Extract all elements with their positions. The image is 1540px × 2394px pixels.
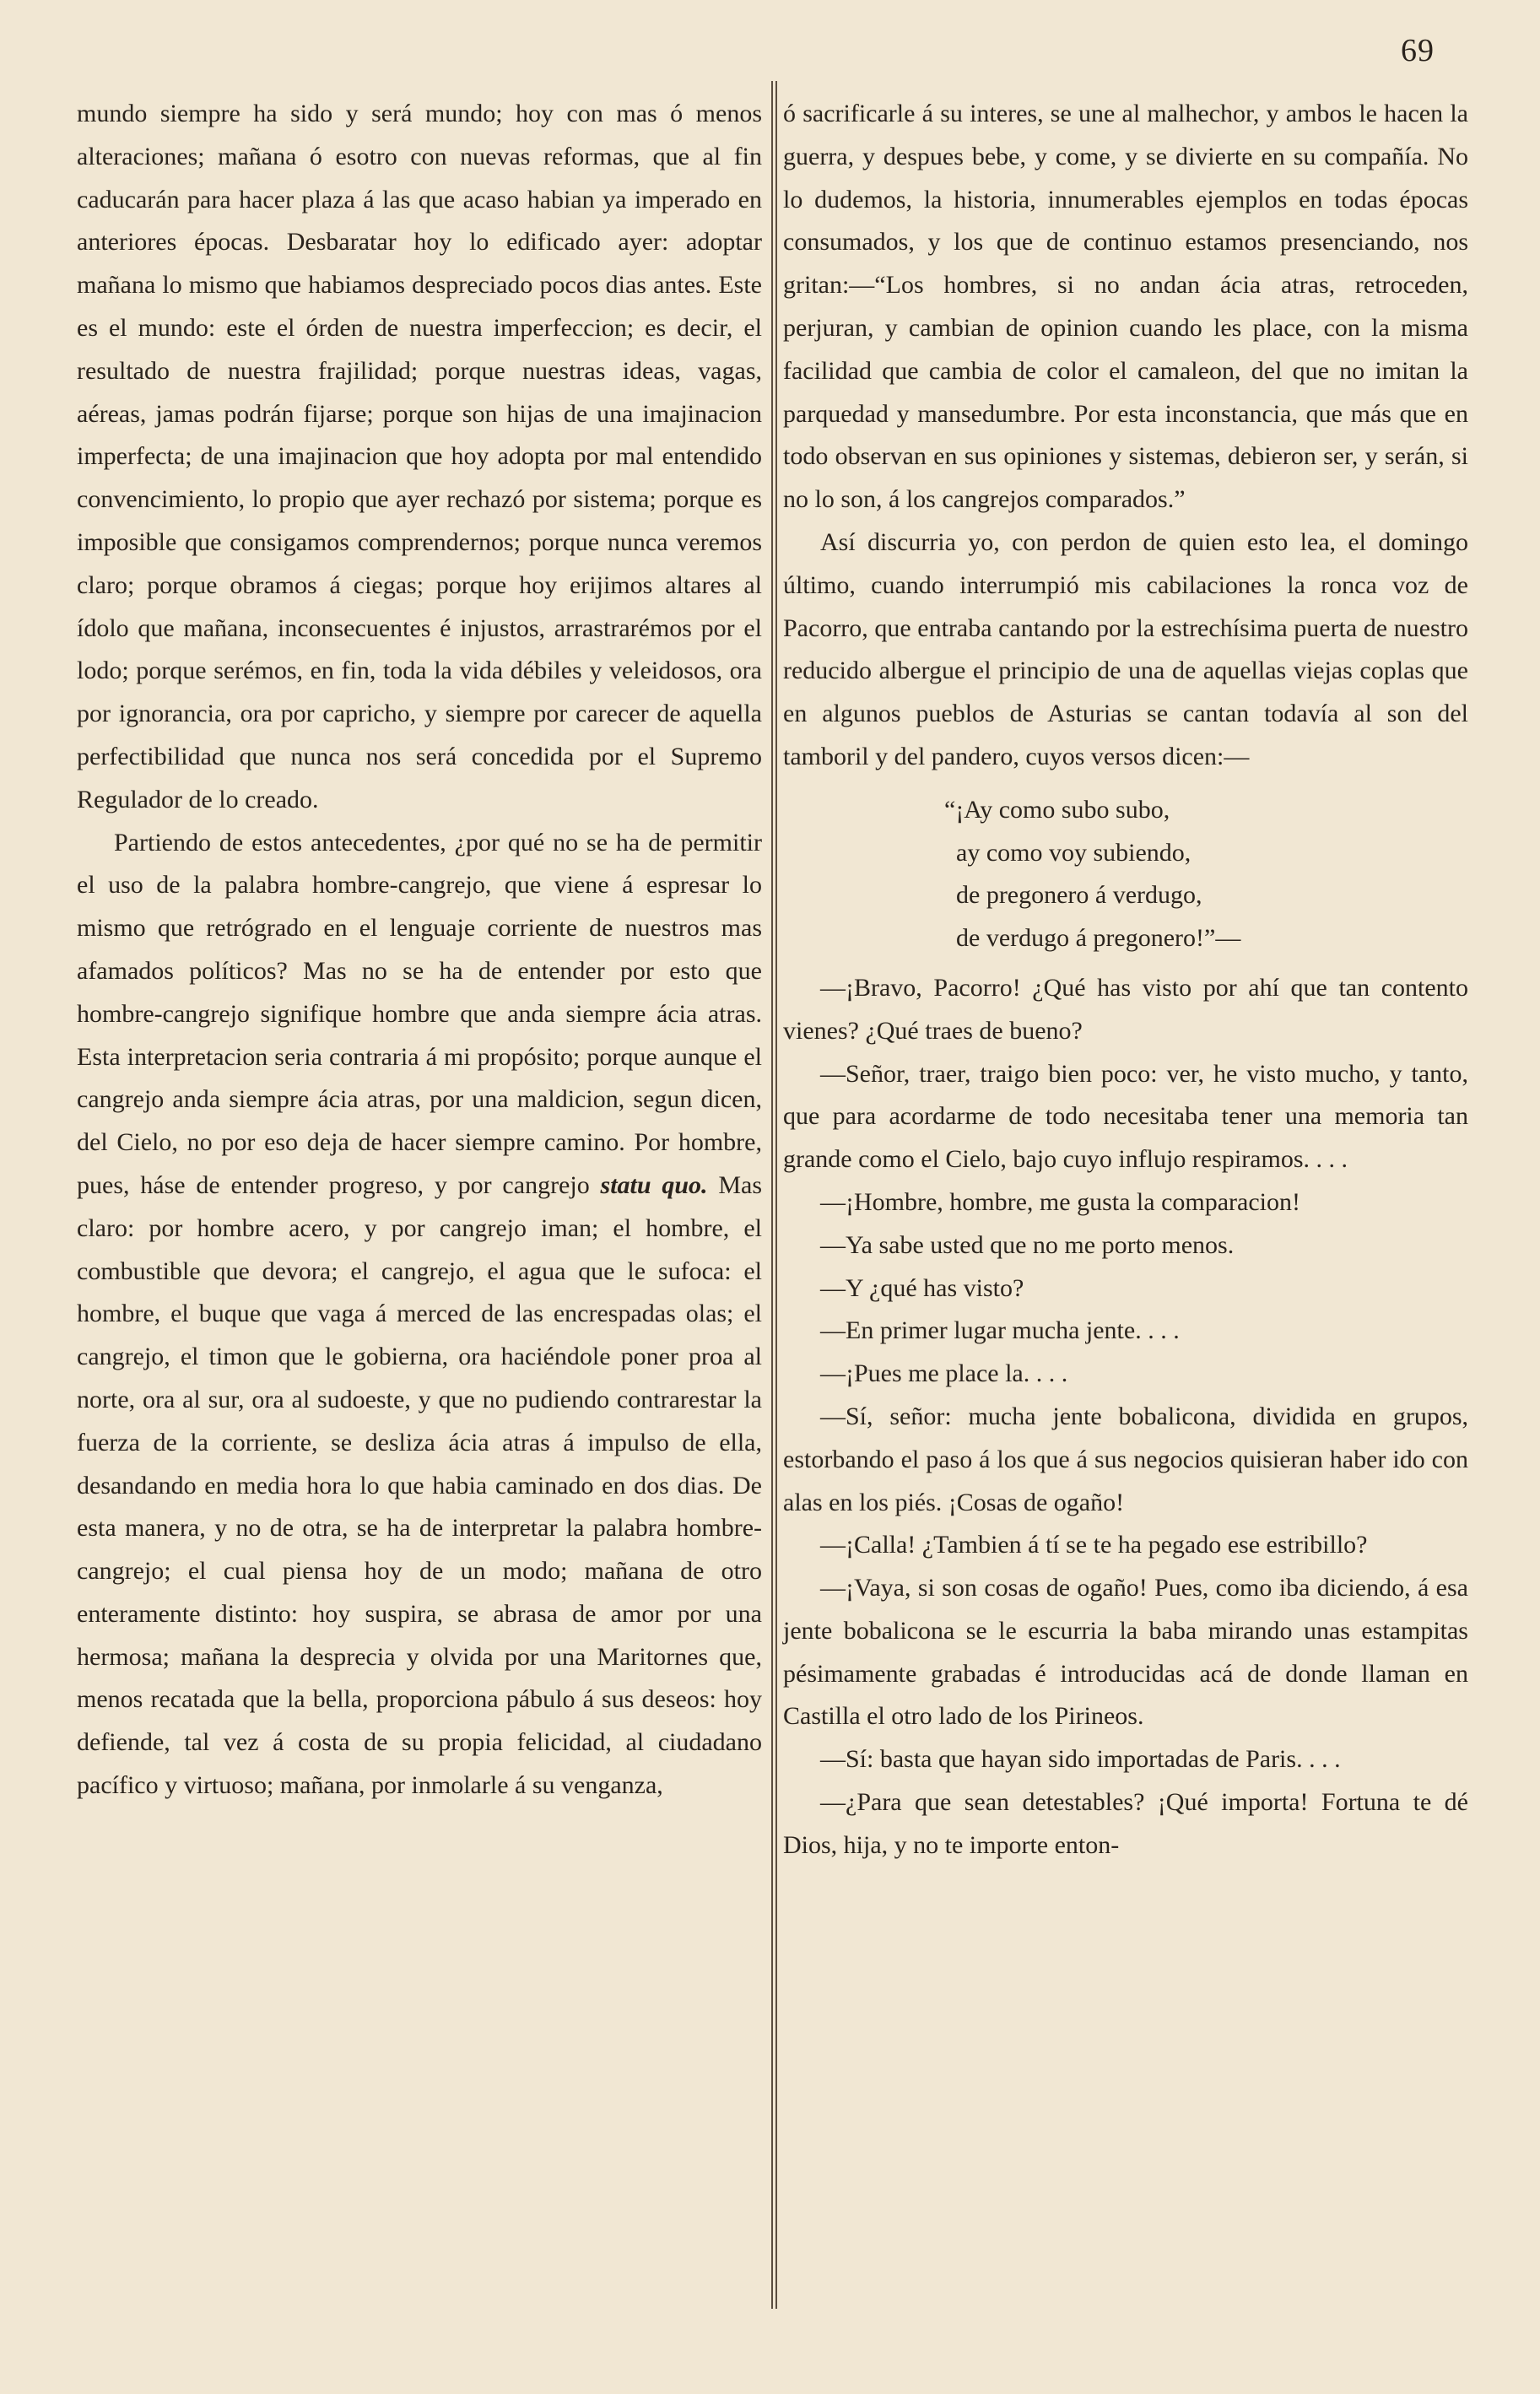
dialogue-line: —¡Hombre, hombre, me gusta la comparacion! <box>820 1187 1300 1216</box>
paragraph: Así discurria yo, con perdon de quien esto lea, el domingo último, cuando interrumpió mis cabilaciones la ronca voz de Pacorro, que entraba cantando por la estrechísima puerta de nuestro reducido albergue el principio de una de aquellas viejas coplas que en algunos pueblos de Asturias se cantan todavía al son del tamboril y del pandero, cuyos versos dicen:— <box>783 527 1468 770</box>
verse-line: “¡Ay como subo subo, <box>944 795 1170 824</box>
dialogue-line: —¡Vaya, si son cosas de ogaño! Pues, como iba diciendo, á esa jente bobalicona se le escurria la baba mirando unas estampitas pésimamente grabadas é introducidas acá de donde llaman en Castilla el otro lado de los Pirineos. <box>783 1574 1468 1731</box>
column-divider <box>775 81 777 2309</box>
dialogue-line: —Ya sabe usted que no me porto menos. <box>820 1230 1235 1259</box>
paragraph: ó sacrificarle á su interes, se une al malhechor, y ambos le hacen la guerra, y despues bebe, y come, y se divierte en su compañía. No lo dudemos, la historia, innumerables ejemplos en todas épocas consumados, y los que de continuo estamos presenciando, nos gritan:—“Los hombres, si no andan ácia atras, retroceden, perjuran, y cambian de opinion cuando les place, con la misma facilidad que cambia de color el camaleon, del que no imitan la parquedad y mansedumbre. Por esta inconstancia, que más que en todo observan en sus opiniones y sistemas, debieron ser, y serán, si no lo son, á los cangrejos comparados.” <box>783 100 1468 514</box>
paragraph <box>77 822 762 1808</box>
dialogue-line: —Y ¿qué has visto? <box>820 1273 1024 1302</box>
dialogue-line: —Señor, traer, traigo bien poco: ver, he visto mucho, y tanto, que para acordarme de todo necesitaba tener una memoria tan grande como el Cielo, bajo cuyo influjo respiramos. . . . <box>783 1059 1468 1174</box>
page-number: 69 <box>1401 33 1435 68</box>
verse-line: de pregonero á verdugo, <box>956 881 1202 910</box>
verse-block <box>783 789 1468 960</box>
emphasis-text: statu quo. <box>600 1170 708 1199</box>
paragraph-text: Partiendo de estos antecedentes, ¿por qué no se ha de permitir el uso de la palabra hombre-cangrejo, que viene á espresar lo mismo que retrógrado en el lenguaje corriente de nuestros mas afamados políticos? Mas no se ha de entender por esto que hombre-cangrejo signifique hombre que anda siempre ácia atras. Esta interpretacion seria contraria á mi propósito; porque aunque el cangrejo anda siempre ácia atras, por una maldicion, segun dicen, del Cielo, no por eso deja de hacer siempre camino. Por hombre, pues, háse de entender progreso, y por cangrejo <box>77 828 762 1199</box>
paragraph-text: Mas claro: por hombre acero, y por cangrejo iman; el hombre, el combustible que devora; el cangrejo, el agua que le sufoca: el hombre, el buque que vaga á merced de las encrespadas olas; el cangrejo, el timon que le gobierna, ora haciéndole poner proa al norte, ora al sur, ora al sudoeste, y que no pudiendo contrarestar la fuerza de la corriente, se desliza ácia atras á impulso de ella, desandando en media hora lo que habia caminado en dos dias. De esta manera, y no de otra, se ha de interpretar la palabra hombre-cangrejo; el cual piensa hoy de un modo; mañana de otro enteramente distinto: hoy suspira, se abrasa de amor por una hermosa; mañana la desprecia y olvida por una Maritornes que, menos recatada que la bella, proporciona pábulo á sus deseos: hoy defiende, tal vez á costa de su propia felicidad, al ciudadano pacífico y virtuoso; mañana, por inmolarle á su venganza, <box>77 1170 763 1800</box>
dialogue-line: —¿Para que sean detestables? ¡Qué importa! Fortuna te dé Dios, hija, y no te importe enton- <box>783 1788 1468 1859</box>
verse-line: ay como voy subiendo, <box>956 838 1191 867</box>
dialogue-line: —¡Calla! ¿Tambien á tí se te ha pegado ese estribillo? <box>820 1531 1368 1559</box>
dialogue-line: —En primer lugar mucha jente. . . . <box>820 1316 1180 1345</box>
dialogue-line: —¡Bravo, Pacorro! ¿Qué has visto por ahí que tan contento vienes? ¿Qué traes de bueno? <box>783 973 1468 1045</box>
dialogue-line: —Sí: basta que hayan sido importadas de Paris. . . . <box>820 1745 1341 1774</box>
verse-line: de verdugo á pregonero!”— <box>956 924 1241 953</box>
left-column <box>77 93 762 1808</box>
paragraph: mundo siempre ha sido y será mundo; hoy con mas ó menos alteraciones; mañana ó esotro con nuevas reformas, que al fin caducarán para hacer plaza á las que acaso habian ya imperado en anteriores épocas. Desbaratar hoy lo edificado ayer: adoptar mañana lo mismo que habiamos despreciado pocos dias antes. Este es el mundo: este el órden de nuestra imperfeccion; es decir, el resultado de nuestra frajilidad; porque nuestras ideas, vagas, aéreas, jamas podrán fijarse; porque son hijas de una imajinacion imperfecta; de una imajinacion que hoy adopta por mal entendido convencimiento, lo propio que ayer rechazó por sistema; porque es imposible que consigamos comprendernos; porque nunca veremos claro; porque obramos á ciegas; porque hoy erijimos altares al ídolo que mañana, inconsecuentes é injustos, arrastrarémos por el lodo; porque serémos, en fin, toda la vida débiles y veleidosos, ora por ignorancia, ora por capricho, y siempre por carecer de aquella perfectibilidad que nunca nos será concedida por el Supremo Regulador de lo creado. <box>77 100 762 813</box>
dialogue-line: —¡Pues me place la. . . . <box>820 1359 1068 1388</box>
dialogue-line: —Sí, señor: mucha jente bobalicona, dividida en grupos, estorbando el paso á los que á sus negocios quisieran haber ido con alas en los piés. ¡Cosas de ogaño! <box>783 1402 1468 1516</box>
right-column <box>783 93 1468 1867</box>
column-divider <box>771 81 773 2309</box>
